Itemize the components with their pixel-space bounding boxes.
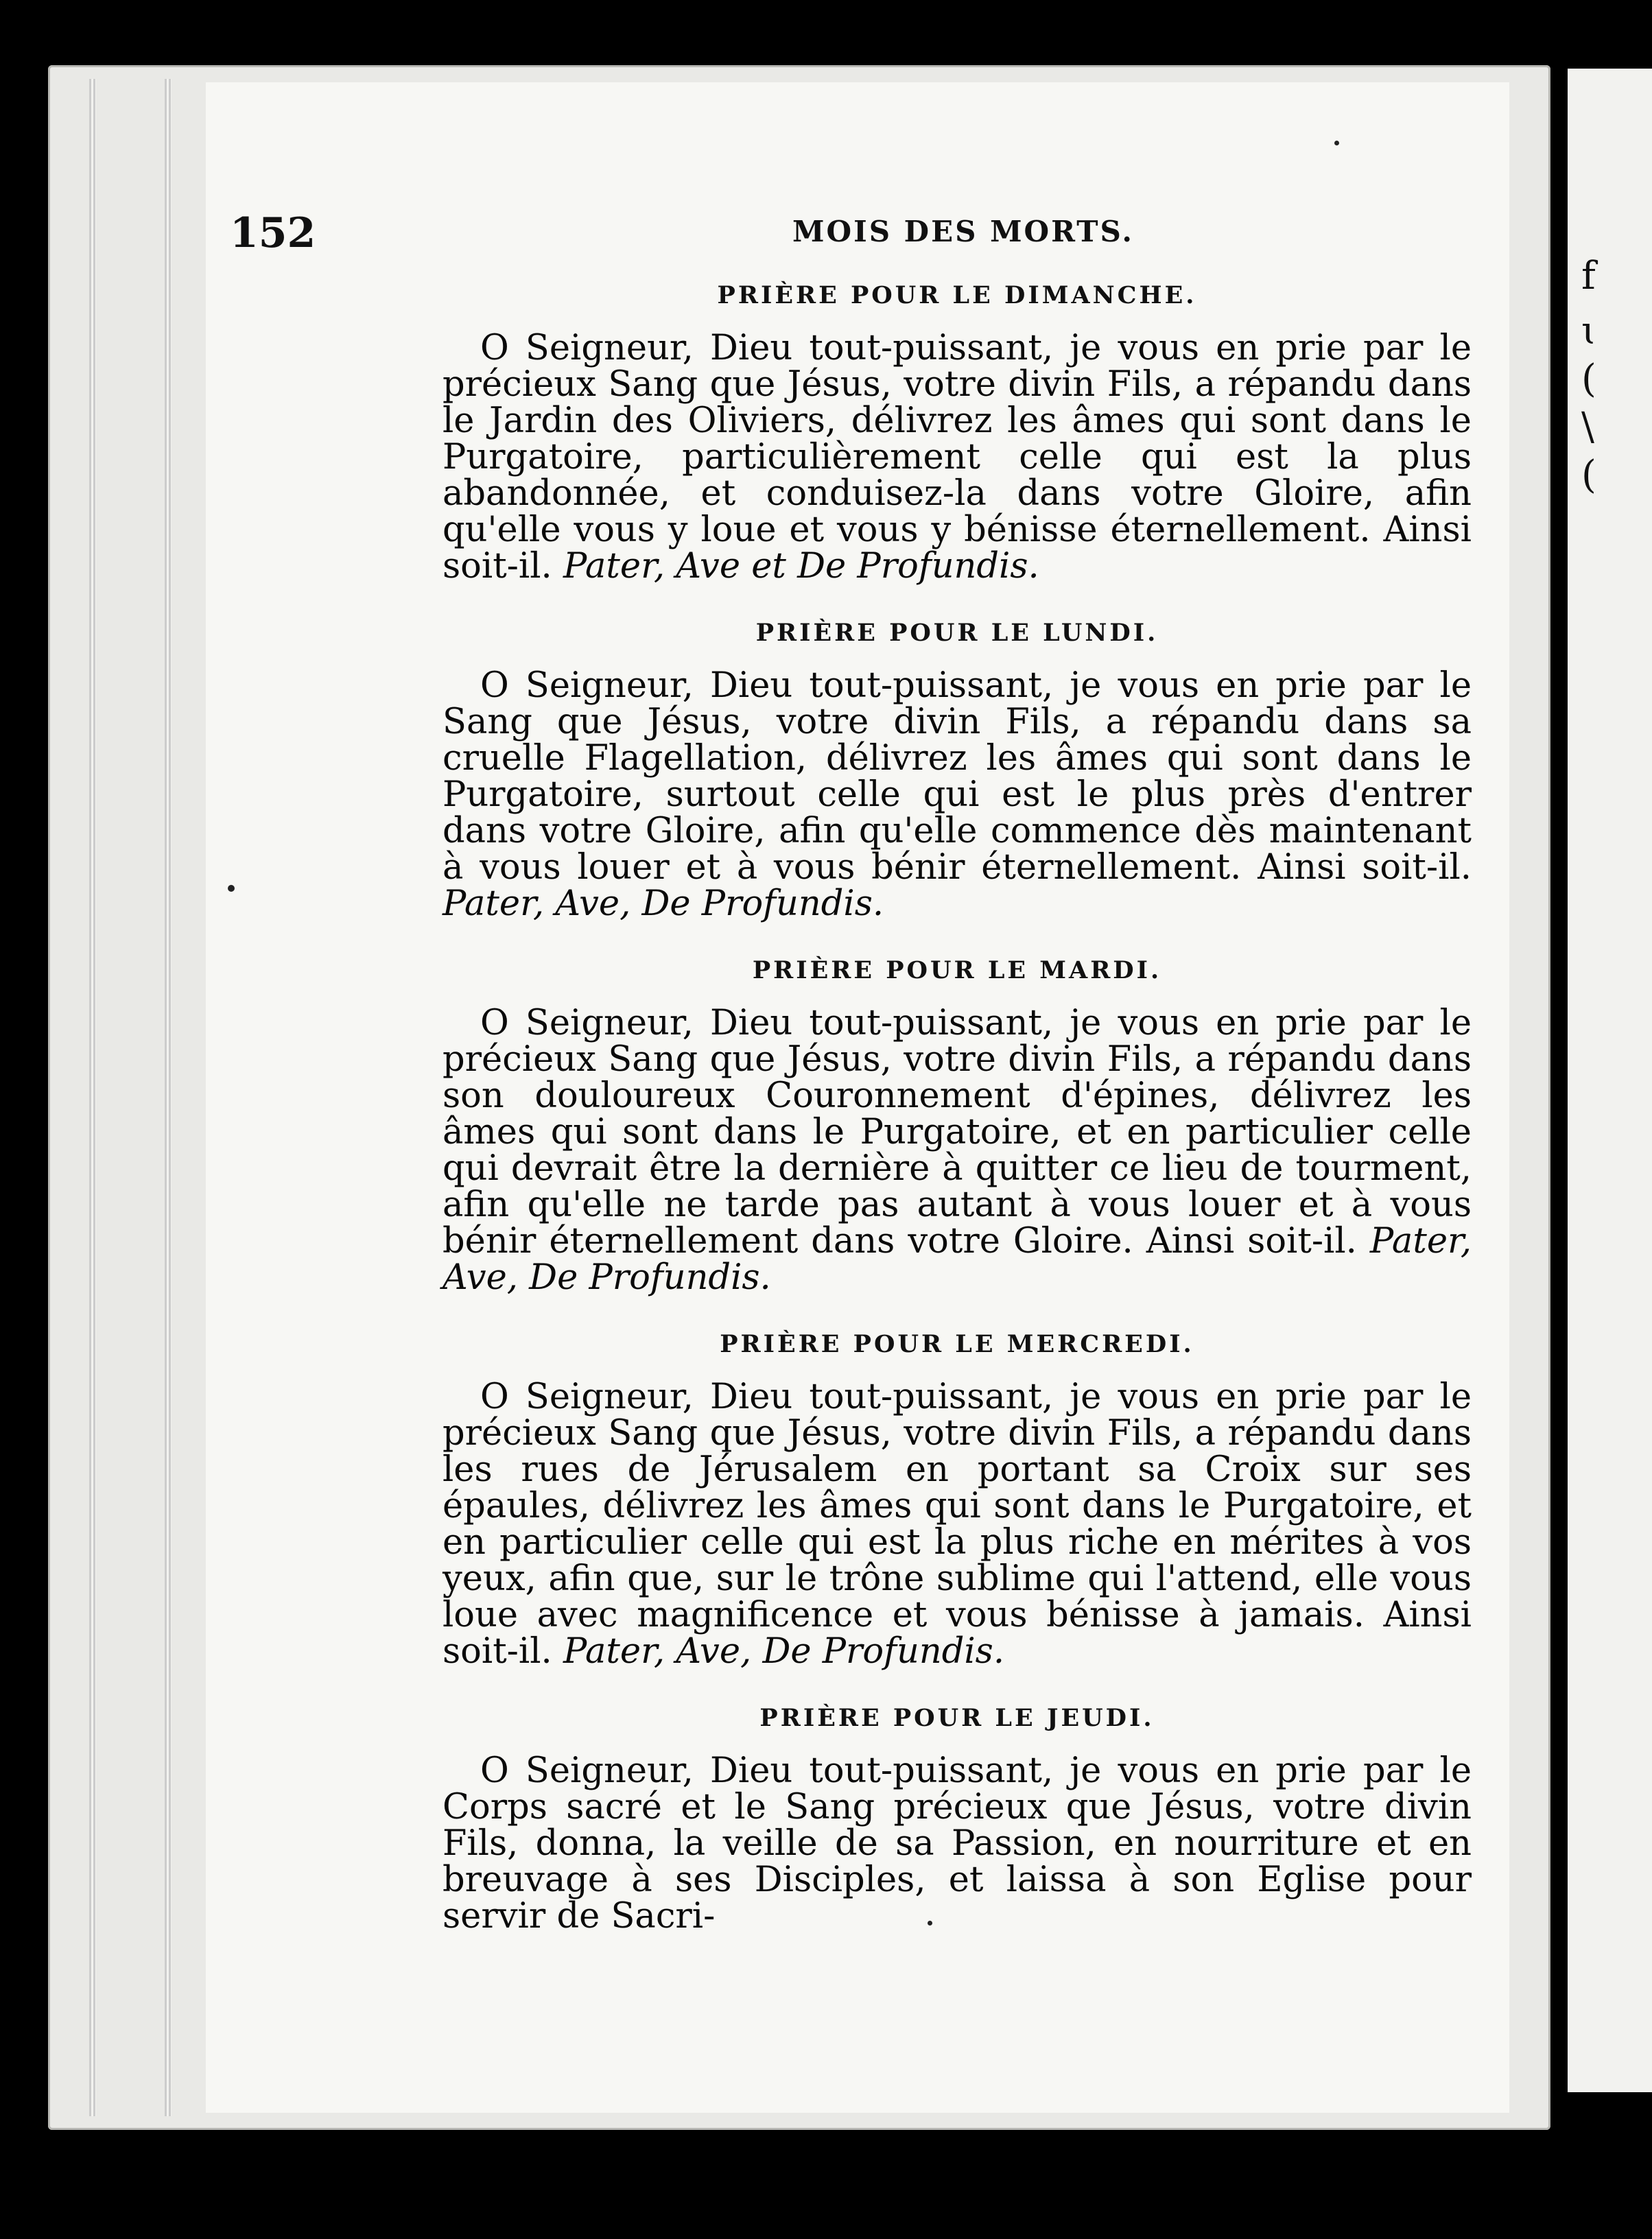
print-speck: [228, 885, 235, 892]
prayer-closing: Pater, Ave et De Profundis.: [563, 546, 1039, 587]
section-heading: PRIÈRE POUR LE DIMANCHE.: [717, 281, 1197, 309]
facing-page-fragment: \: [1581, 405, 1594, 449]
prayer-paragraph: [442, 1005, 1472, 1296]
prayer-section: [442, 1330, 1472, 1670]
prayer-closing: Pater, Ave, De Profundis.: [563, 1631, 1005, 1672]
prayer-paragraph: [442, 1379, 1472, 1670]
prayer-text: O Seigneur, Dieu tout-puissant, je vous en prie par le Corps sacré et le Sang précieux que Jésus, votre divin Fils, donna, la veille de sa Passion, en nourriture et en breuvage à ses Disciples, et laissa à son Eglise pour servir de Sacri-: [442, 1751, 1472, 1936]
prayer-closing: Pater, Ave, De Profundis.: [442, 884, 884, 924]
facing-page-fragment: (: [1581, 453, 1596, 497]
prayer-text: O Seigneur, Dieu tout-puissant, je vous en prie par le précieux Sang que Jésus, votre divin Fils, a répandu dans son douloureux Couronnement d'épines, délivrez les âmes qui sont dans le Purgatoire, et en particulier celle qui devrait être la dernière à quitter ce lieu de tourment, afin qu'elle ne tarde pas autant à vous louer et à vous bénir éternellement dans votre Gloire. Ainsi soit-il.: [442, 1003, 1472, 1261]
facing-page-fragment: ɩ: [1581, 309, 1596, 353]
section-heading: PRIÈRE POUR LE LUNDI.: [755, 619, 1159, 647]
facing-page-fragment: (: [1581, 357, 1596, 401]
prayer-section: [442, 619, 1472, 922]
section-heading: PRIÈRE POUR LE JEUDI.: [759, 1704, 1155, 1732]
prayer-paragraph: [442, 328, 1472, 587]
print-speck: [1334, 141, 1339, 145]
prayer-paragraph: [442, 1753, 1472, 1934]
prayer-closing: Pater, Ave, De Profundis.: [442, 1221, 1472, 1298]
prayer-section: [442, 281, 1472, 587]
facing-page-fragment: f: [1581, 254, 1596, 298]
section-heading: PRIÈRE POUR LE MARDI.: [752, 956, 1162, 984]
running-title: MOIS DES MORTS.: [792, 215, 1135, 248]
facing-page-sliver: [1568, 69, 1652, 2092]
prayer-section: [442, 1704, 1472, 1934]
prayer-paragraph: [442, 667, 1472, 922]
prayer-text: O Seigneur, Dieu tout-puissant, je vous en prie par le Sang que Jésus, votre divin Fils, a répandu dans sa cruelle Flagellation, délivrez les âmes qui sont dans le Purgatoire, surtout celle qui est le plus près d'entrer dans votre Gloire, afin qu'elle commence dès maintenant à vous louer et à vous bénir éternellement. Ainsi soit-il.: [442, 665, 1472, 888]
prayer-text: O Seigneur, Dieu tout-puissant, je vous en prie par le précieux Sang que Jésus, votre divin Fils, a répandu dans les rues de Jérusalem en portant sa Croix sur ses épaules, délivrez les âmes qui sont dans le Purgatoire, et en particulier celle qui est la plus riche en mérites à vos yeux, afin que, sur le trône sublime qui l'attend, elle vous loue avec magnificence et vous bénisse à jamais. Ainsi soit-il.: [442, 1377, 1472, 1672]
page-header: [230, 209, 1506, 264]
section-heading: PRIÈRE POUR LE MERCREDI.: [720, 1330, 1194, 1358]
page-body: [442, 281, 1472, 1969]
page-number: 152: [230, 209, 316, 257]
prayer-text: O Seigneur, Dieu tout-puissant, je vous en prie par le précieux Sang que Jésus, votre divin Fils, a répandu dans le Jardin des Oliviers, délivrez les âmes qui sont dans le Purgatoire, particulièrement celle qui est la plus abandonnée, et conduisez-la dans votre Gloire, afin qu'elle vous y loue et vous y bénisse éternellement. Ainsi soit-il.: [442, 328, 1472, 587]
prayer-section: [442, 956, 1472, 1296]
